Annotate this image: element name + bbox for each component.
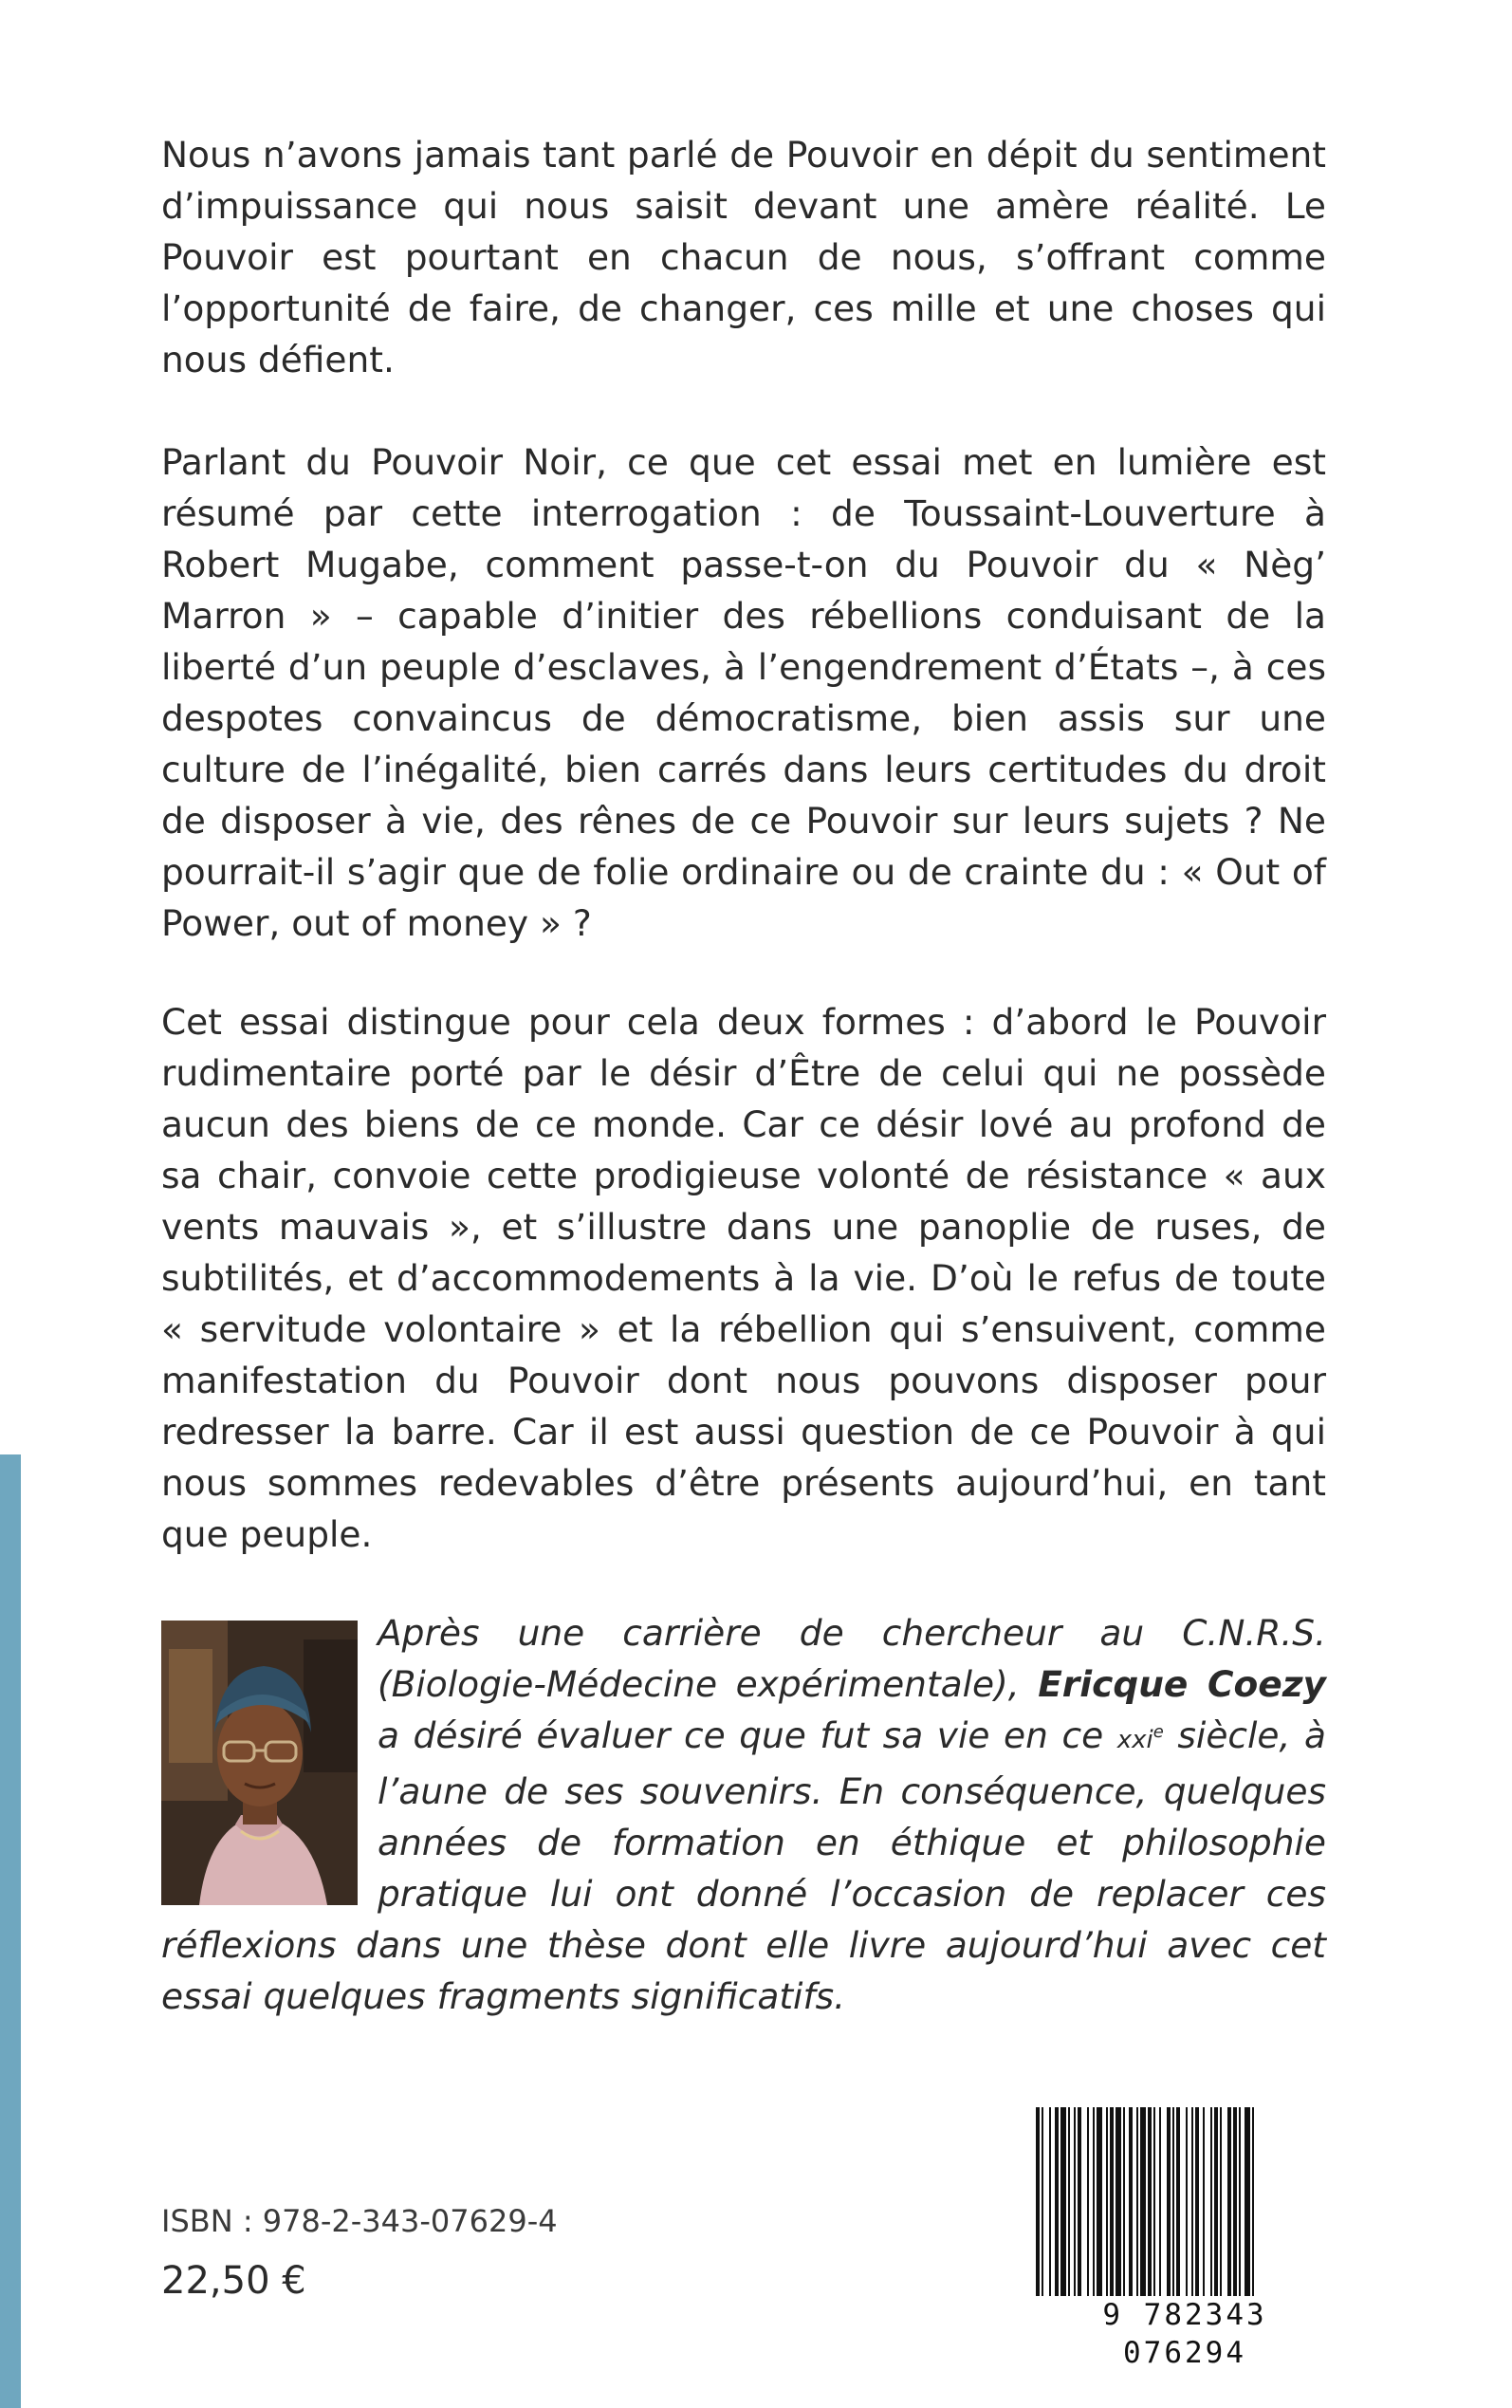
price-label: 22,50 € xyxy=(161,2259,306,2303)
photo-spacer xyxy=(161,1607,378,1887)
paragraph-intro: Nous n’avons jamais tant parlé de Pouvoir en dépit du sentiment d’impuissance qui nous saisit devant une amère réalité. Le Pouvoir est pourtant en chacun de nous, s’offrant comme l’opportunité de faire, de changer, ces mille et une choses qui nous défient. xyxy=(161,134,1326,380)
century-superscript: e xyxy=(1152,1722,1164,1742)
bio-text-intro: Après une carrière de chercheur au C.N.R.S. (Biologie-Médecine expérimentale), xyxy=(378,1612,1326,1705)
paragraph-black-power: Parlant du Pouvoir Noir, ce que cet essai met en lumière est résumé par cette interrogation : de Toussaint-Louverture à Robert Mugabe, comment passe-t-on du Pouvoir du « Nèg’ Marron » – capable d’initier des rébellions conduisant de la liberté d’un peuple d’esclaves, à l’engendrement d’États –, à ces despotes convaincus de démocratisme, bien assis sur une culture de l’inégalité, bien carrés dans leurs certitudes du droit de disposer à vie, des rênes de ce Pouvoir sur leurs sujets ? Ne pourrait-il s’agir que de folie ordinaire ou de crainte du : « Out of Power, out of money » ? xyxy=(161,441,1326,944)
author-name: Ericque Coezy xyxy=(1038,1663,1326,1705)
bio-text-middle: a désiré évaluer ce que fut sa vie en ce xyxy=(378,1714,1117,1756)
author-biography xyxy=(161,1607,1326,2022)
century-numeral: xxi xyxy=(1116,1726,1153,1754)
barcode-digits: 9 782343 076294 xyxy=(1034,2296,1336,2372)
bio-text-end: siècle, à l’aune de ses souvenirs. En conséquence, quelques années de formation en éthique et philosophie pratique lui ont donné l’occasion de replacer ces réflexions dans une thèse dont elle livre aujourd’hui avec cet essai quelques fragments significatifs. xyxy=(161,1714,1326,2017)
cover-edge-bar xyxy=(0,1454,21,2408)
isbn-label: ISBN : 978-2-343-07629-4 xyxy=(161,2203,558,2239)
paragraph-two-forms: Cet essai distingue pour cela deux formes : d’abord le Pouvoir rudimentaire porté par le désir d’Être de celui qui ne possède aucun des biens de ce monde. Car ce désir lové au profond de sa chair, convoie cette prodigieuse volonté de résistance « aux vents mauvais », et s’illustre dans une panoplie de ruses, de subtilités, et d’accommodements à la vie. D’où le refus de toute « servitude volontaire » et la rébellion qui s’ensuivent, comme manifestation du Pouvoir dont nous pouvons disposer pour redresser la barre. Car il est aussi question de ce Pouvoir à qui nous sommes redevables d’être présents aujourd’hui, en tant que peuple. xyxy=(161,1001,1326,1555)
